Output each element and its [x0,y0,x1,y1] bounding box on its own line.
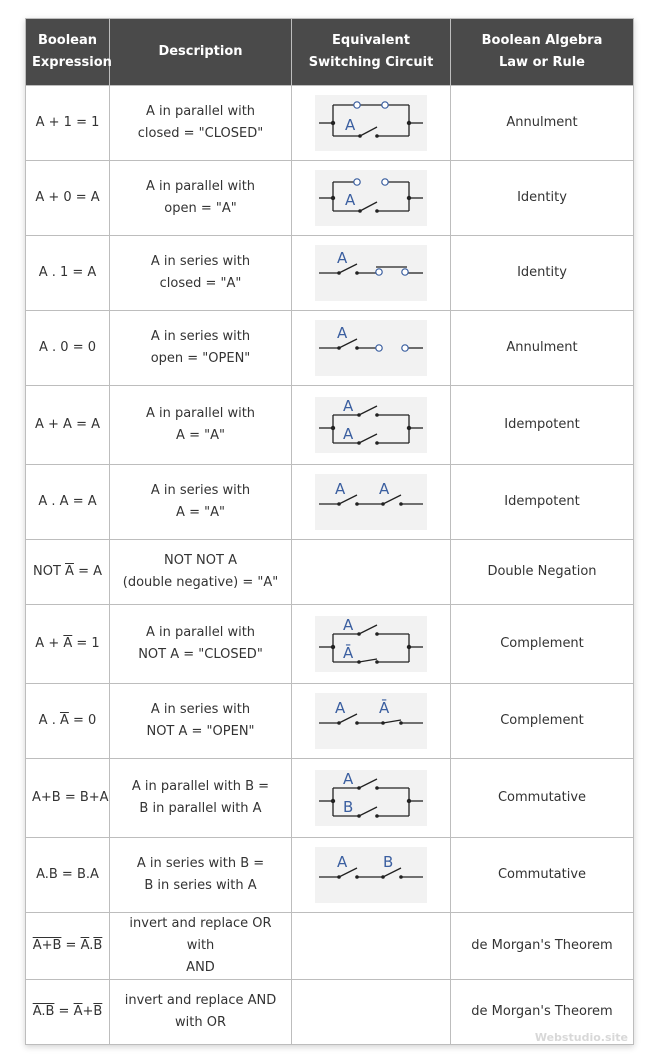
law-cell: Double Negation [451,540,634,605]
description-cell: A in parallel with A = "A" [110,386,292,465]
switch-circuit-diagram [315,616,427,672]
circuit-cell [292,980,451,1045]
switch-circuit-diagram [315,95,427,151]
table-row [26,86,634,161]
table-row [26,684,634,759]
law-cell: Annulment [451,311,634,386]
switch-label: A [343,770,354,788]
table-row [26,913,634,980]
law-cell: Complement [451,684,634,759]
circuit-cell [292,759,451,838]
law-cell: Commutative [451,838,634,913]
table-row [26,311,634,386]
header-row [26,19,634,86]
expression-cell: A . 0 = 0 [26,311,110,386]
table-row [26,465,634,540]
expression-cell: A . $\overline{A} = 0$ [26,684,110,759]
description-cell: A in parallel with NOT A = "CLOSED" [110,605,292,684]
switch-circuit-diagram [315,847,427,903]
circuit-cell [292,605,451,684]
switch-circuit-diagram [315,320,427,376]
expression-cell: A+B = B+A [26,759,110,838]
switch-label: A [335,699,346,717]
header-description: Description [110,19,292,86]
expression-cell: A + 0 = A [26,161,110,236]
circuit-cell [292,311,451,386]
law-cell: Annulment [451,86,634,161]
law-cell: de Morgan's Theorem [451,913,634,980]
circuit-cell [292,236,451,311]
switch-label: A [337,249,348,267]
switch-label: A [337,853,348,871]
law-cell: Idempotent [451,465,634,540]
circuit-cell [292,684,451,759]
expression-cell: A.B = B.A [26,838,110,913]
switch-label: A [343,397,354,415]
expression-cell: A . 1 = A [26,236,110,311]
table-row [26,386,634,465]
switch-circuit-diagram [315,474,427,530]
expression-cell: $A+B = \overline{A}.\overline{B}$ [26,913,110,980]
description-cell: invert and replace OR with AND [110,913,292,980]
law-cell: de Morgan's Theorem [451,980,634,1045]
description-cell: A in parallel with open = "A" [110,161,292,236]
description-cell: A in series with closed = "A" [110,236,292,311]
table-row [26,838,634,913]
circuit-cell [292,540,451,605]
law-cell: Complement [451,605,634,684]
description-cell: A in parallel with closed = "CLOSED" [110,86,292,161]
table-row [26,605,634,684]
table-row [26,161,634,236]
law-cell: Idempotent [451,386,634,465]
switch-label: A [343,425,354,443]
description-cell: NOT NOT A (double negative) = "A" [110,540,292,605]
header-circuit: Equivalent Switching Circuit [292,19,451,86]
switch-label: B [343,798,354,816]
switch-label: A [379,480,390,498]
circuit-cell [292,465,451,540]
circuit-cell [292,838,451,913]
description-cell: A in series with B = B in series with A [110,838,292,913]
law-cell: Identity [451,161,634,236]
switch-label: A [337,324,348,342]
law-cell: Identity [451,236,634,311]
description-cell: A in series with open = "OPEN" [110,311,292,386]
switch-label: A [345,116,356,134]
header-law: Boolean Algebra Law or Rule [451,19,634,86]
switch-label: Ā [379,699,390,717]
circuit-cell [292,386,451,465]
header-expression: Boolean Expression [26,19,110,86]
table-row [26,759,634,838]
circuit-cell [292,86,451,161]
switch-circuit-diagram [315,397,427,453]
switch-label: A [343,616,354,634]
switch-label: Ā [343,644,354,662]
description-cell: A in parallel with B = B in parallel with A [110,759,292,838]
switch-circuit-diagram [315,770,427,826]
switch-circuit-diagram [315,245,427,301]
expression-cell: NOT $\overline{A} = A$ [26,540,110,605]
switch-label: A [345,191,356,209]
boolean-laws-table [25,18,634,1045]
table-row [26,540,634,605]
switch-label: A [335,480,346,498]
circuit-cell [292,913,451,980]
expression-cell: A + 1 = 1 [26,86,110,161]
switch-circuit-diagram [315,693,427,749]
table-row [26,236,634,311]
expression-cell: A + A = A [26,386,110,465]
description-cell: A in series with NOT A = "OPEN" [110,684,292,759]
table-wrapper [25,18,633,1045]
law-cell: Commutative [451,759,634,838]
expression-cell: $A + \overline{A} = 1$ [26,605,110,684]
description-cell: A in series with A = "A" [110,465,292,540]
expression-cell: A . A = A [26,465,110,540]
description-cell: invert and replace AND with OR [110,980,292,1045]
expression-cell: $A.B = \overline{A}+\overline{B}$ [26,980,110,1045]
watermark: Webstudio.site [534,1031,628,1044]
switch-label: B [383,853,394,871]
switch-circuit-diagram [315,170,427,226]
circuit-cell [292,161,451,236]
